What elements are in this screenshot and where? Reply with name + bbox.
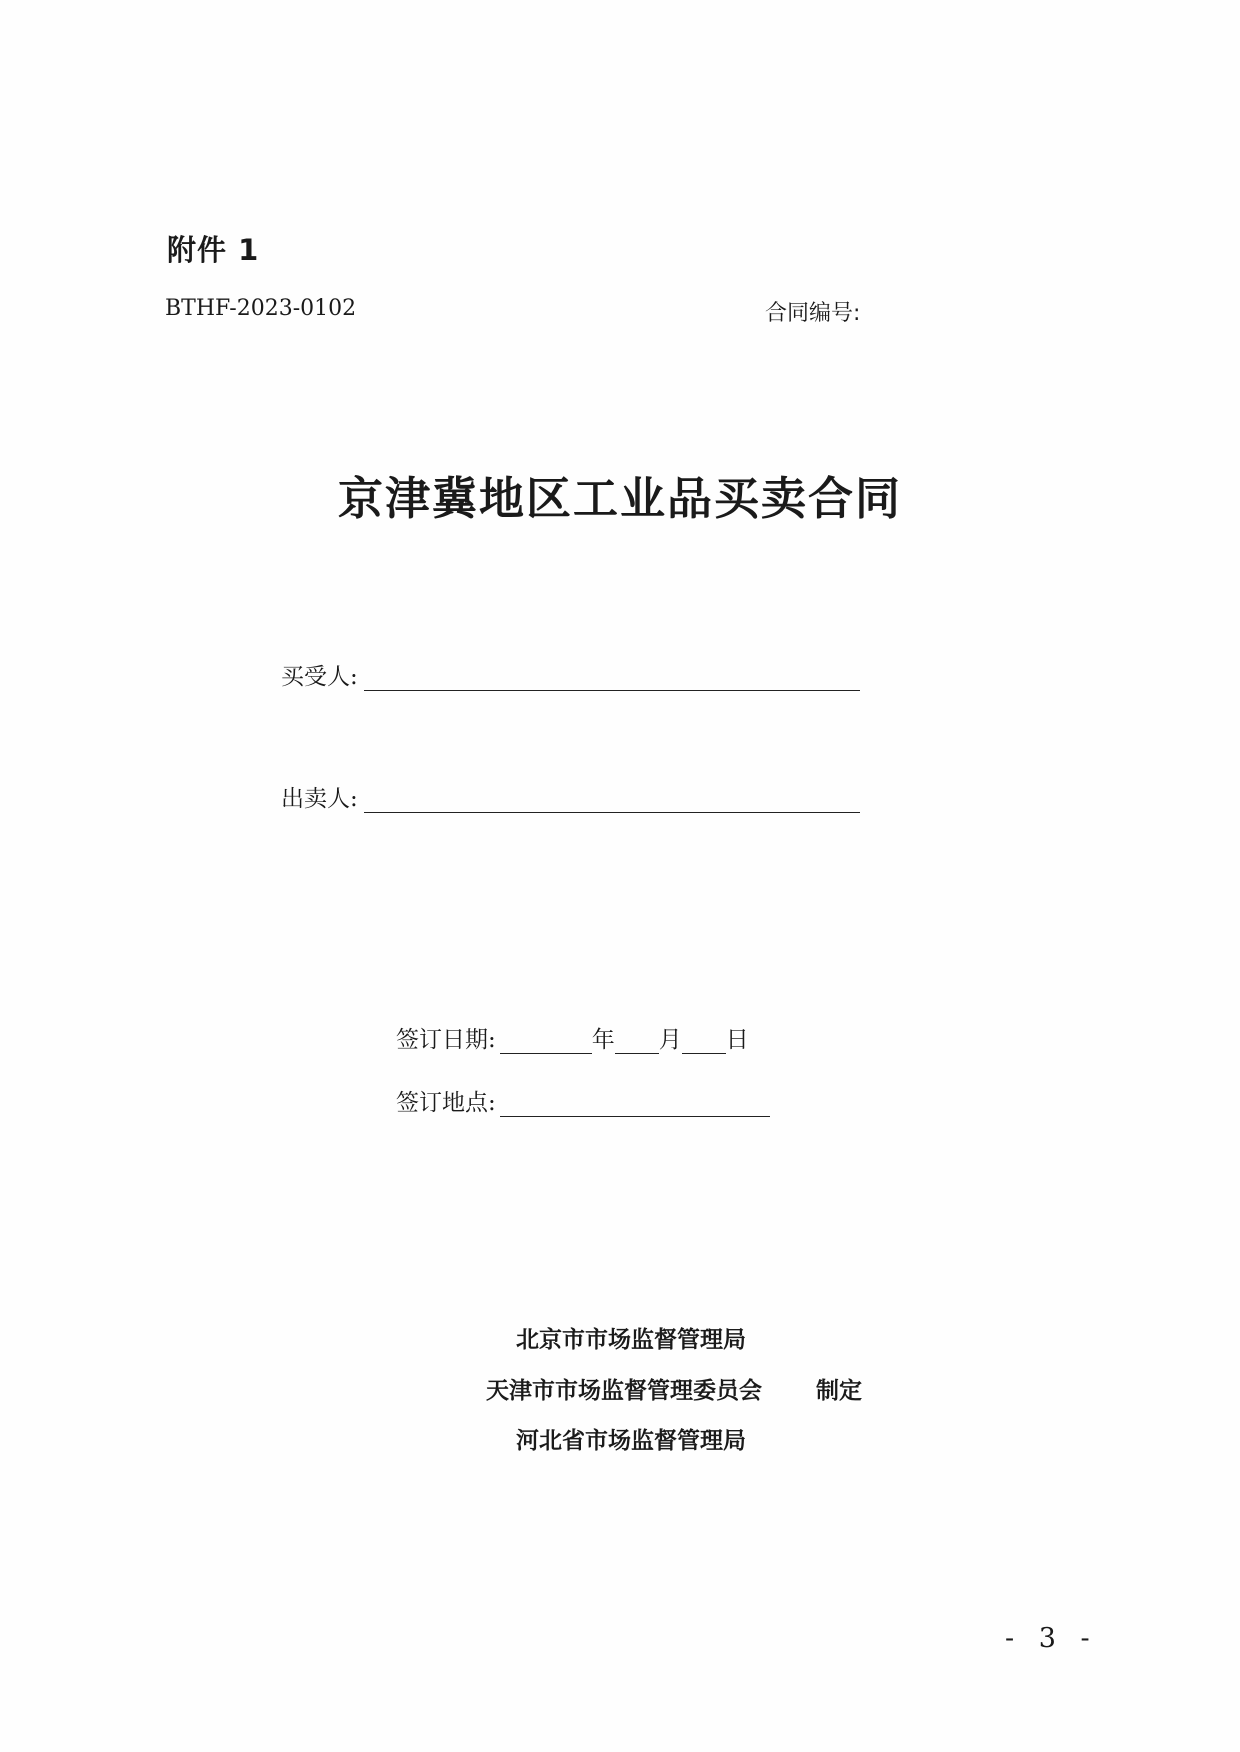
buyer-field[interactable]: [364, 664, 860, 691]
signing-place-field[interactable]: [500, 1090, 770, 1117]
form-code: BTHF-2023-0102: [165, 296, 357, 321]
seller-label: 出卖人:: [281, 786, 358, 812]
issuer-beijing: 北京市市场监督管理局: [516, 1326, 746, 1353]
signing-date-row: [396, 1021, 749, 1054]
issuer-suffix: 制定: [816, 1377, 862, 1404]
issuer-tianjin: 天津市市场监督管理委员会: [486, 1377, 762, 1404]
signing-year-field[interactable]: [500, 1027, 592, 1054]
seller-field[interactable]: [364, 786, 860, 813]
page-title: 京津冀地区工业品买卖合同: [337, 472, 902, 525]
signing-place-label: 签订地点:: [396, 1090, 496, 1116]
signing-day-field[interactable]: [682, 1027, 726, 1054]
day-label: 日: [725, 1027, 749, 1053]
year-label: 年: [591, 1027, 615, 1053]
signing-month-field[interactable]: [615, 1027, 659, 1054]
signing-place-row: [396, 1084, 770, 1117]
attachment-label: 附件 1: [167, 233, 260, 267]
buyer-label: 买受人:: [281, 664, 358, 690]
seller-row: [281, 780, 860, 813]
month-label: 月: [658, 1027, 682, 1053]
buyer-row: [281, 658, 860, 691]
issuer-hebei: 河北省市场监督管理局: [516, 1427, 746, 1454]
contract-number-label: 合同编号:: [765, 301, 861, 326]
signing-date-label: 签订日期:: [396, 1027, 496, 1053]
page-number: - 3 -: [1005, 1623, 1098, 1654]
